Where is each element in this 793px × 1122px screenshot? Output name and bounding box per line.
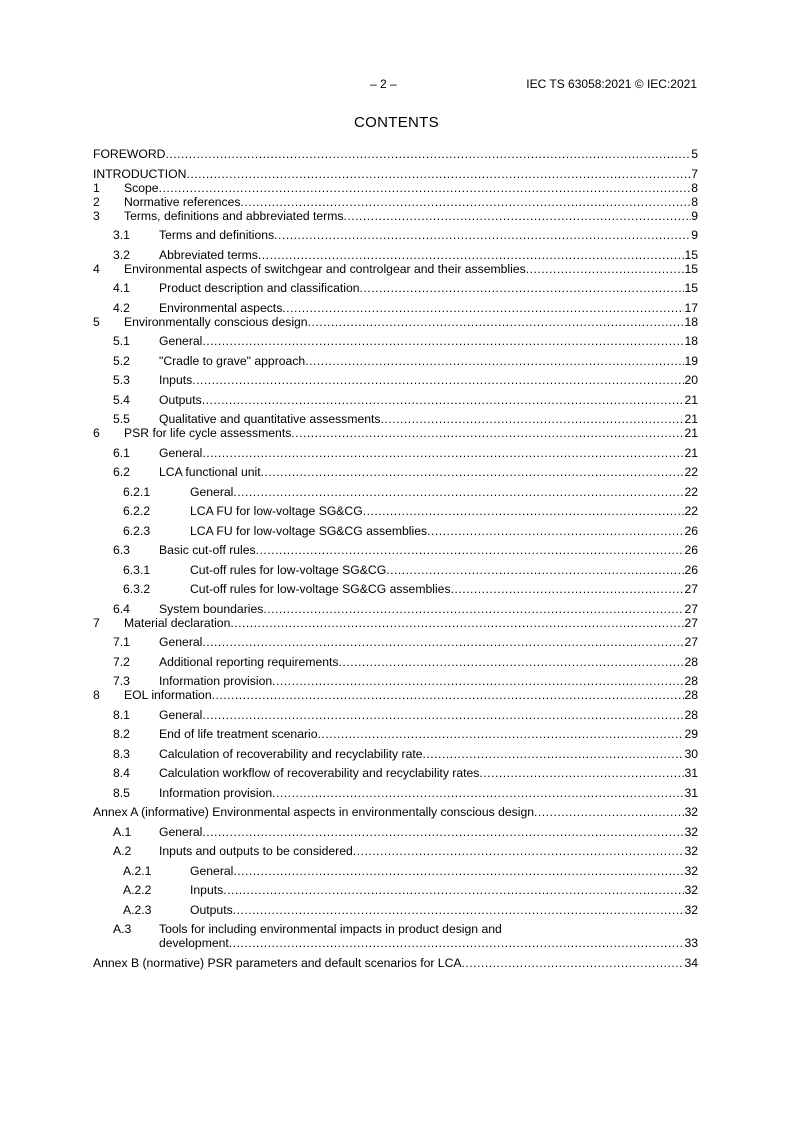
toc-entry-label: LCA FU for low-voltage SG&CG <box>190 504 363 518</box>
dot-leader <box>308 315 685 329</box>
dot-leader <box>381 412 685 426</box>
dot-leader <box>233 903 685 917</box>
dot-leader <box>202 825 684 839</box>
toc-entry[interactable] <box>93 209 698 223</box>
toc-entry-label: Basic cut-off rules <box>159 543 256 557</box>
toc-entry[interactable] <box>93 485 698 499</box>
toc-entry-number: 5.4 <box>113 392 130 407</box>
toc-entry[interactable] <box>93 708 698 722</box>
toc-entry-page: 27 <box>684 582 698 596</box>
toc-entry-number: A.3 <box>113 922 132 936</box>
toc-entry-label: Inputs <box>190 883 224 897</box>
toc-entry[interactable] <box>93 412 698 426</box>
toc-entry[interactable] <box>93 674 698 688</box>
toc-entry-number: 4 <box>93 261 100 276</box>
toc-entry-label: Inputs and outputs to be considered <box>159 844 353 858</box>
toc-entry-label: INTRODUCTION <box>93 166 187 181</box>
dot-leader <box>479 766 684 780</box>
toc-entry-page: 27 <box>684 615 698 630</box>
dot-leader <box>230 616 684 630</box>
toc-entry-number: 5.2 <box>113 353 130 368</box>
dot-leader <box>343 209 691 223</box>
toc-entry-number: 6.3.2 <box>123 582 151 596</box>
toc-entry[interactable] <box>93 543 698 557</box>
dot-leader <box>202 393 685 407</box>
dot-leader <box>256 543 685 557</box>
toc-entry-number: 8.5 <box>113 785 130 800</box>
toc-entry-number: 6 <box>93 426 100 440</box>
toc-entry-label: General <box>159 445 203 460</box>
toc-entry-page: 32 <box>684 824 698 839</box>
toc-entry-number: 5.5 <box>113 412 130 426</box>
toc-entry-number: 4.1 <box>113 281 130 295</box>
toc-entry-label: Environmental aspects of switchgear and controlgear and their assemblies <box>124 261 526 276</box>
toc-entry-page: 18 <box>684 314 698 329</box>
dot-leader <box>353 844 685 858</box>
toc-entry-label: Abbreviated terms <box>159 247 258 262</box>
toc-entry-page: 15 <box>684 247 698 262</box>
toc-entry[interactable] <box>93 563 698 577</box>
toc-entry-page: 8 <box>691 180 698 195</box>
toc-entry-page: 27 <box>684 635 698 649</box>
toc-entry[interactable] <box>93 844 698 858</box>
toc-entry-number: 7 <box>93 615 100 630</box>
toc-entry-label: EOL information <box>124 688 212 702</box>
toc-entry-number: 8.3 <box>113 746 130 761</box>
toc-entry-label: Annex B (normative) PSR parameters and default scenarios for LCA <box>93 955 462 970</box>
toc-entry-page: 31 <box>684 785 698 800</box>
toc-entry[interactable] <box>93 181 698 195</box>
toc-entry[interactable] <box>93 688 698 702</box>
dot-leader <box>212 688 685 702</box>
dot-leader <box>534 805 684 819</box>
dot-leader <box>261 465 685 479</box>
toc-entry-page: 21 <box>684 412 698 426</box>
toc-entry[interactable] <box>93 786 698 800</box>
toc-entry[interactable] <box>93 147 698 161</box>
toc-entry-label: Calculation workflow of recoverability and recyclability rates <box>159 766 480 780</box>
dot-leader <box>258 248 685 262</box>
toc-entry-number: 6.2 <box>113 465 130 479</box>
toc-entry[interactable] <box>93 602 698 616</box>
toc-entry[interactable] <box>93 281 698 295</box>
toc-entry-label: General <box>190 863 234 878</box>
toc-entry-label: Environmental aspects <box>159 300 283 315</box>
dot-leader <box>202 708 684 722</box>
toc-entry-label: LCA functional unit <box>159 465 261 479</box>
toc-entry-number: 5.3 <box>113 373 130 387</box>
toc-entry[interactable] <box>93 262 698 276</box>
toc-entry-page: 21 <box>684 392 698 407</box>
toc-entry[interactable] <box>93 655 698 669</box>
toc-entry-page: 26 <box>684 523 698 538</box>
dot-leader <box>263 602 684 616</box>
toc-entry[interactable] <box>93 766 698 780</box>
dot-leader <box>241 195 692 209</box>
toc-entry-page: 21 <box>684 426 698 440</box>
toc-entry-page: 32 <box>684 902 698 917</box>
toc-entry-number: 3.1 <box>113 228 130 242</box>
toc-entry[interactable] <box>93 864 698 878</box>
toc-entry-label: Environmentally conscious design <box>124 314 308 329</box>
toc-entry-number: 6.1 <box>113 445 130 460</box>
dot-leader <box>186 167 691 181</box>
toc-entry-label: Outputs <box>190 902 233 917</box>
toc-entry[interactable] <box>93 524 698 538</box>
toc-entry-page: 21 <box>684 445 698 460</box>
dot-leader <box>423 747 685 761</box>
toc-entry-number: 5 <box>93 314 100 329</box>
toc-entry[interactable] <box>93 504 698 518</box>
toc-entry-number: 7.3 <box>113 674 130 688</box>
dot-leader <box>360 281 685 295</box>
toc-entry[interactable] <box>93 334 698 348</box>
toc-entry[interactable] <box>93 616 698 630</box>
toc-entry-page: 32 <box>684 844 698 858</box>
toc-entry-number: A.2.3 <box>123 902 152 917</box>
toc-entry-page: 31 <box>684 766 698 780</box>
toc-entry[interactable] <box>93 315 698 329</box>
dot-leader <box>165 147 691 161</box>
toc-entry-label: Information provision <box>159 674 273 688</box>
dot-leader <box>272 786 684 800</box>
toc-entry-label: General <box>159 824 203 839</box>
toc-entry-page: 19 <box>684 353 698 368</box>
dot-leader <box>462 956 685 970</box>
toc-entry-number: 4.2 <box>113 300 130 315</box>
toc-entry[interactable] <box>93 465 698 479</box>
toc-entry-label: Cut-off rules for low-voltage SG&CG assemblies <box>190 582 451 596</box>
toc-entry-page: 17 <box>684 300 698 315</box>
dot-leader <box>291 426 684 440</box>
toc-entry-page: 26 <box>684 562 698 577</box>
toc-entry-page: 34 <box>684 955 698 970</box>
toc-entry-label: Tools for including environmental impacts in product design and <box>159 922 502 936</box>
toc-entry-page: 5 <box>691 147 698 161</box>
toc-entry-page: 20 <box>684 373 698 387</box>
toc-entry-page: 9 <box>691 208 698 223</box>
toc-entry[interactable] <box>93 825 698 839</box>
toc-entry[interactable] <box>93 922 698 950</box>
toc-entry-page: 32 <box>684 863 698 878</box>
toc-entry[interactable] <box>93 248 698 262</box>
toc-entry-page: 26 <box>684 543 698 557</box>
toc-entry-label: Normative references <box>124 194 241 209</box>
dot-leader <box>202 635 684 649</box>
toc-entry-number: 7.2 <box>113 654 130 669</box>
dot-leader <box>427 524 684 538</box>
toc-entry-label: FOREWORD <box>93 147 166 161</box>
dot-leader <box>386 563 684 577</box>
toc-entry[interactable] <box>93 228 698 242</box>
toc-entry-page: 28 <box>684 654 698 669</box>
toc-entry[interactable] <box>93 167 698 181</box>
toc-entry[interactable] <box>93 373 698 387</box>
toc-entry-label: End of life treatment scenario <box>159 727 318 741</box>
toc-entry-number: 6.2.3 <box>123 523 151 538</box>
toc-entry-label: LCA FU for low-voltage SG&CG assemblies <box>190 523 428 538</box>
toc-entry[interactable] <box>93 446 698 460</box>
toc-entry-label-continued: development <box>159 936 229 950</box>
toc-entry-label: Terms and definitions <box>159 228 275 242</box>
toc-entry-label: Additional reporting requirements <box>159 654 339 669</box>
toc-entry-label: Information provision <box>159 785 273 800</box>
dot-leader <box>202 334 684 348</box>
toc-entry-page: 33 <box>684 936 698 950</box>
toc-entry-number: 8.2 <box>113 727 130 741</box>
toc-entry-page: 15 <box>684 261 698 276</box>
toc-entry-label: PSR for life cycle assessments <box>124 426 292 440</box>
dot-leader <box>305 354 684 368</box>
page-title: CONTENTS <box>354 114 439 131</box>
toc-entry-number: 1 <box>93 180 100 195</box>
toc-entry-number: 6.3.1 <box>123 562 151 577</box>
toc-entry[interactable] <box>93 903 698 917</box>
toc-entry-page: 22 <box>684 504 698 518</box>
toc-entry-label: Annex A (informative) Environmental aspects in environmentally conscious design <box>93 805 535 819</box>
toc-entry[interactable] <box>93 354 698 368</box>
dot-leader <box>229 936 685 950</box>
toc-entry-number: 3.2 <box>113 247 130 262</box>
toc-entry-number: 6.4 <box>113 601 130 616</box>
dot-leader <box>272 674 684 688</box>
toc-entry-label: Product description and classification <box>159 281 360 295</box>
page-number: – 2 – <box>370 77 397 91</box>
toc-entry-label: Scope <box>124 180 159 195</box>
toc-entry-label: System boundaries <box>159 601 264 616</box>
toc-entry-page: 8 <box>691 194 698 209</box>
toc-entry-page: 30 <box>684 746 698 761</box>
dot-leader <box>233 485 684 499</box>
toc-entry-label: Inputs <box>159 373 193 387</box>
toc-entry-number: A.2.2 <box>123 883 152 897</box>
toc-entry-number: 8.1 <box>113 707 130 722</box>
toc-entry[interactable] <box>93 956 698 970</box>
page-header <box>0 77 793 93</box>
toc-entry-number: 6.2.1 <box>123 484 151 499</box>
toc-entry[interactable] <box>93 582 698 596</box>
toc-entry-label: Cut-off rules for low-voltage SG&CG <box>190 562 387 577</box>
toc-entry[interactable] <box>93 426 698 440</box>
toc-entry[interactable] <box>93 883 698 897</box>
dot-leader <box>274 228 691 242</box>
toc-entry-number: 6.3 <box>113 543 130 557</box>
toc-entry-number: 8 <box>93 688 100 702</box>
toc-entry-page: 32 <box>684 883 698 897</box>
dot-leader <box>526 262 685 276</box>
dot-leader <box>282 301 684 315</box>
toc-entry-page: 7 <box>691 166 698 181</box>
dot-leader <box>339 655 685 669</box>
toc-entry[interactable] <box>93 805 698 819</box>
toc-entry[interactable] <box>93 635 698 649</box>
toc-entry-page: 27 <box>684 601 698 616</box>
toc-entry-page: 15 <box>684 281 698 295</box>
toc-entry-label: Terms, definitions and abbreviated terms <box>124 208 344 223</box>
toc-entry-page: 28 <box>684 707 698 722</box>
toc-entry-number: 3 <box>93 208 100 223</box>
dot-leader <box>192 373 684 387</box>
toc-entry-label: Material declaration <box>124 615 231 630</box>
toc-entry-number: 6.2.2 <box>123 504 151 518</box>
toc-entry[interactable] <box>93 727 698 741</box>
toc-entry-number: 2 <box>93 194 100 209</box>
toc-entry-page: 29 <box>684 727 698 741</box>
toc-entry-label: General <box>159 635 203 649</box>
toc-entry-number: A.1 <box>113 824 132 839</box>
toc-entry-number: 5.1 <box>113 334 130 348</box>
toc-entry-number: 7.1 <box>113 635 130 649</box>
toc-entry-number: 8.4 <box>113 766 130 780</box>
dot-leader <box>202 446 684 460</box>
table-of-contents <box>93 147 698 970</box>
toc-entry-page: 28 <box>684 688 698 702</box>
toc-entry-number: A.2 <box>113 844 132 858</box>
toc-entry-page: 9 <box>691 228 698 242</box>
toc-entry-page: 28 <box>684 674 698 688</box>
dot-leader <box>233 864 684 878</box>
toc-entry-page: 22 <box>684 465 698 479</box>
dot-leader <box>318 727 685 741</box>
toc-entry-label: Calculation of recoverability and recyclability rate <box>159 746 423 761</box>
toc-entry-page: 22 <box>684 484 698 499</box>
toc-entry-number: A.2.1 <box>123 863 152 878</box>
dot-leader <box>159 181 692 195</box>
toc-entry-page: 32 <box>684 805 698 819</box>
toc-entry[interactable] <box>93 393 698 407</box>
toc-entry-label: "Cradle to grave" approach <box>159 353 306 368</box>
toc-entry-label: General <box>190 484 234 499</box>
dot-leader <box>223 883 684 897</box>
dot-leader <box>451 582 685 596</box>
toc-entry[interactable] <box>93 301 698 315</box>
toc-entry-label: Qualitative and quantitative assessments <box>159 412 381 426</box>
dot-leader <box>363 504 685 518</box>
document-id: IEC TS 63058:2021 © IEC:2021 <box>526 77 697 91</box>
toc-entry-label: General <box>159 334 203 348</box>
toc-entry[interactable] <box>93 747 698 761</box>
toc-entry-label: Outputs <box>159 392 202 407</box>
toc-entry-label: General <box>159 707 203 722</box>
toc-entry[interactable] <box>93 195 698 209</box>
toc-entry-page: 18 <box>684 334 698 348</box>
